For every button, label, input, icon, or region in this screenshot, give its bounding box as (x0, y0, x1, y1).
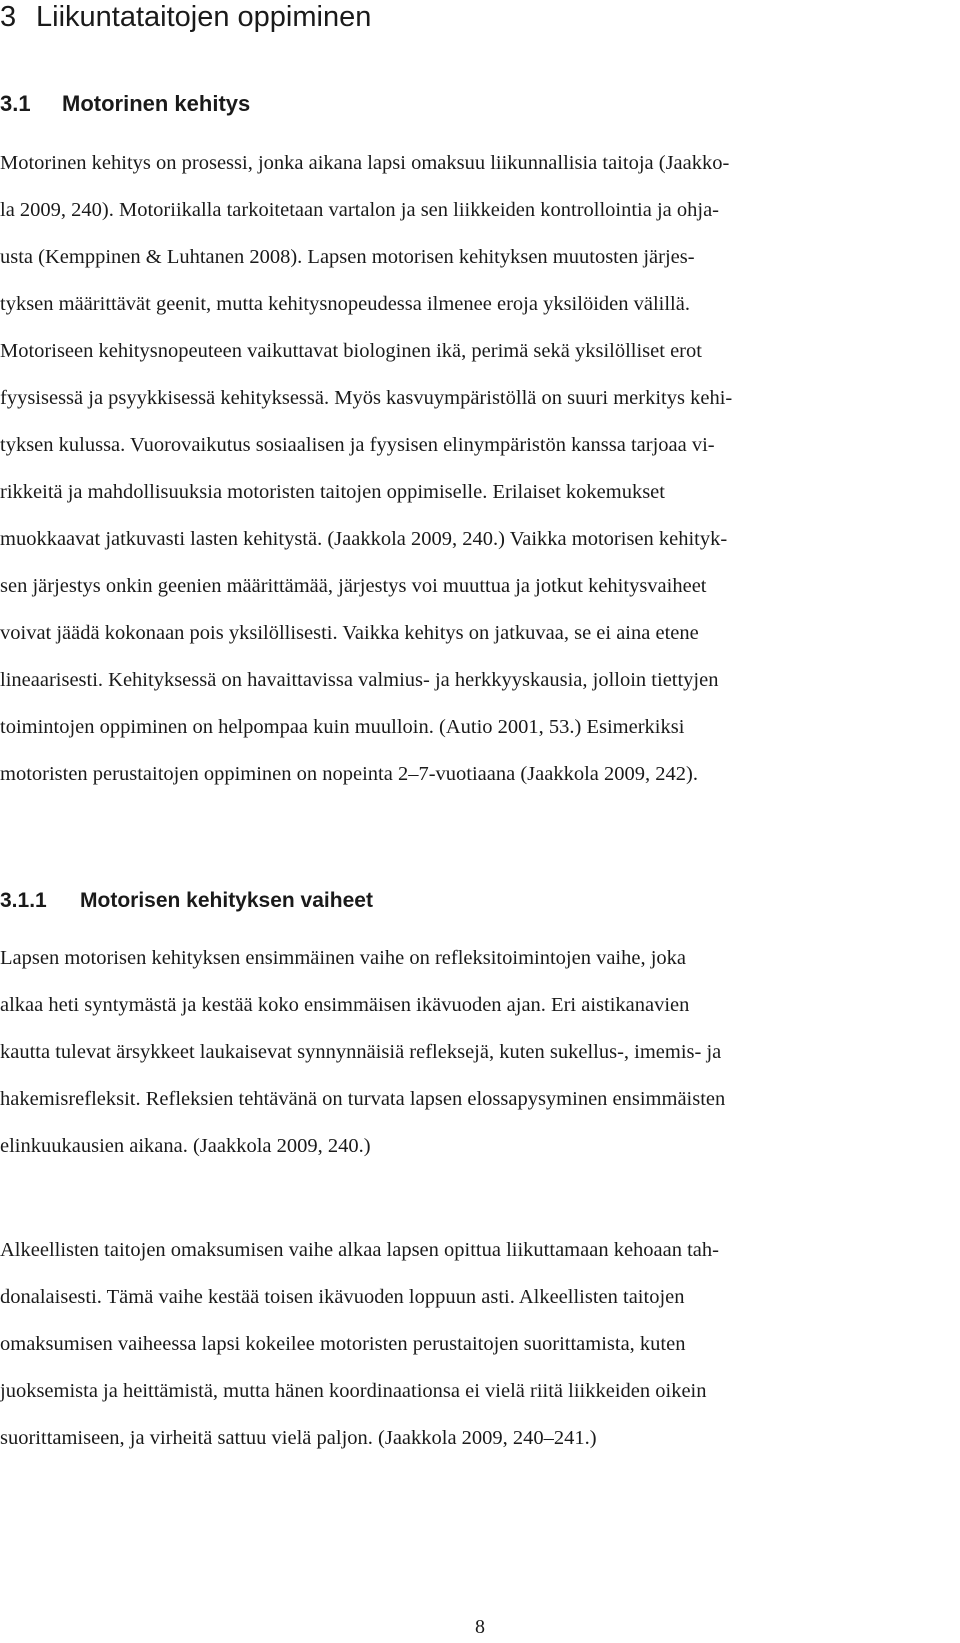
section-number: 3.1 (0, 91, 31, 116)
text-line: motoristen perustaitojen oppiminen on nopeinta 2–7-vuotiaana (Jaakkola 2009, 242). (0, 763, 698, 785)
subsection-title: Motorisen kehityksen vaiheet (80, 889, 373, 912)
text-line: Motoriseen kehitysnopeuteen vaikuttavat biologinen ikä, perimä sekä yksilölliset erot (0, 340, 702, 362)
text-line: alkaa heti syntymästä ja kestää koko ensimmäisen ikävuoden ajan. Eri aistikanavien (0, 994, 690, 1016)
text-line: rikkeitä ja mahdollisuuksia motoristen taitojen oppimiselle. Erilaiset kokemukset (0, 481, 665, 503)
text-line: suorittamiseen, ja virheitä sattuu vielä paljon. (Jaakkola 2009, 240–241.) (0, 1427, 597, 1449)
text-line: tyksen määrittävät geenit, mutta kehitysnopeudessa ilmenee eroja yksilöiden välillä. (0, 293, 690, 315)
text-line: fyysisessä ja psyykkisessä kehityksessä. Myös kasvuympäristöllä on suuri merkitys kehi- (0, 387, 733, 409)
subsection-number: 3.1.1 (0, 889, 47, 912)
text-line: sen järjestys onkin geenien määrittämää, järjestys voi muuttua ja jotkut kehitysvaiheet (0, 575, 707, 597)
page-number: 8 (475, 1616, 485, 1638)
subsection-heading (0, 887, 373, 915)
text-line: donalaisesti. Tämä vaihe kestää toisen ikävuoden loppuun asti. Alkeellisten taitojen (0, 1286, 685, 1308)
section-title: Motorinen kehitys (62, 91, 251, 116)
text-line: Lapsen motorisen kehityksen ensimmäinen vaihe on refleksitoimintojen vaihe, joka (0, 947, 687, 969)
text-line: voivat jäädä kokonaan pois yksilöllisesti. Vaikka kehitys on jatkuvaa, se ei aina etene (0, 622, 699, 644)
chapter-heading (0, 0, 371, 34)
section-heading (0, 90, 250, 118)
text-line: juoksemista ja heittämistä, mutta hänen koordinaationsa ei vielä riitä liikkeiden oikein (0, 1380, 707, 1402)
text-line: la 2009, 240). Motoriikalla tarkoitetaan vartalon ja sen liikkeiden kontrollointia ja ohja- (0, 199, 720, 221)
text-line: toimintojen oppiminen on helpompaa kuin muulloin. (Autio 2001, 53.) Esimerkiksi (0, 716, 685, 738)
paragraph-reflex-phase (0, 935, 960, 1170)
text-line: muokkaavat jatkuvasti lasten kehitystä. (Jaakkola 2009, 240.) Vaikka motorisen kehityk- (0, 528, 728, 550)
text-line: omaksumisen vaiheessa lapsi kokeilee motoristen perustaitojen suorittamista, kuten (0, 1333, 686, 1355)
text-line: tyksen kulussa. Vuorovaikutus sosiaalisen ja fyysisen elinympäristön kanssa tarjoaa vi- (0, 434, 715, 456)
text-line: hakemisrefleksit. Refleksien tehtävänä on turvata lapsen elossapysyminen ensimmäisten (0, 1088, 726, 1110)
chapter-number: 3 (0, 1, 17, 33)
text-line: Motorinen kehitys on prosessi, jonka aikana lapsi omaksuu liikunnallisia taitoja (Jaakko- (0, 152, 730, 174)
text-line: usta (Kemppinen & Luhtanen 2008). Lapsen motorisen kehityksen muutosten järjes- (0, 246, 695, 268)
paragraph-rudimentary-skills-phase (0, 1227, 960, 1462)
chapter-title: Liikuntataitojen oppiminen (36, 1, 372, 33)
text-line: lineaarisesti. Kehityksessä on havaittavissa valmius- ja herkkyyskausia, jolloin tiettyjen (0, 669, 719, 691)
text-line: kautta tulevat ärsykkeet laukaisevat synnynnäisiä refleksejä, kuten sukellus-, imemis- ja (0, 1041, 722, 1063)
text-line: elinkuukausien aikana. (Jaakkola 2009, 240.) (0, 1135, 371, 1157)
paragraph-motor-development (0, 140, 960, 798)
text-line: Alkeellisten taitojen omaksumisen vaihe alkaa lapsen opittua liikuttamaan kehoaan tah- (0, 1239, 719, 1261)
